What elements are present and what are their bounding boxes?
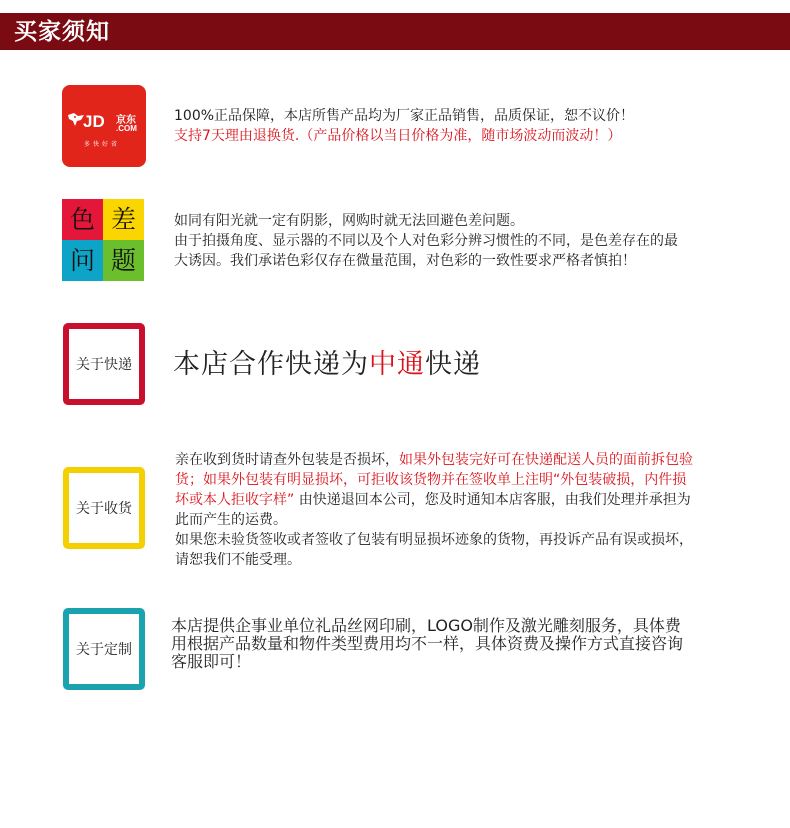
receive-line-1a: 亲在收到货时请查外包装是否损坏， — [175, 452, 399, 468]
color-line-2: 由于拍摄角度、显示器的不同以及个人对色彩分辨习惯性的不同，是色差存在的最 — [174, 233, 678, 249]
receive-line-2: 货；如果外包装有明显损坏，可拒收该货物并在签收单上注明“外包装破损，内件损 — [175, 472, 687, 488]
express-carrier: 中通 — [369, 349, 425, 380]
jd-logo — [62, 85, 146, 167]
color-text — [174, 211, 678, 271]
receive-badge — [63, 467, 145, 549]
express-text-c: 快递 — [425, 349, 481, 380]
receive-line-3b: 由快递退回本公司，您及时通知本店客服，由我们处理并承担为 — [298, 492, 691, 508]
quality-text — [174, 106, 634, 146]
express-text-a: 本店合作快递为 — [173, 349, 369, 380]
custom-label: 关于定制 — [76, 642, 132, 658]
grid-cell-1: 色 — [62, 199, 103, 240]
custom-line-2: 用根据产品数量和物件类型费用均不一样，具体资费及操作方式直接咨询 — [171, 634, 684, 653]
grid-cell-3: 问 — [62, 240, 103, 281]
receive-line-6: 请恕我们不能受理。 — [175, 552, 301, 568]
grid-cell-2: 差 — [103, 199, 144, 240]
quality-line-2: 支持7天理由退换货.（产品价格以当日价格为准，随市场波动而波动！） — [174, 128, 622, 144]
receive-text — [175, 450, 765, 570]
receive-label: 关于收货 — [76, 501, 132, 517]
receive-line-5: 如果您未验货签收或者签收了包装有明显损坏迹象的货物，再投诉产品有误或损坏， — [175, 532, 693, 548]
jd-logo-slogan: 多快好省 — [84, 141, 121, 148]
custom-badge — [63, 608, 145, 690]
jd-logo-text: JD — [83, 112, 105, 131]
jd-logo-com: .COM — [116, 124, 137, 133]
express-badge — [63, 323, 145, 405]
custom-line-3: 客服即可！ — [171, 652, 252, 671]
receive-line-4: 此而产生的运费。 — [175, 512, 287, 528]
express-text — [173, 346, 481, 384]
quality-line-1: 100%正品保障，本店所售产品均为厂家正品销售，品质保证，恕不议价！ — [174, 108, 635, 124]
header-bar — [0, 13, 790, 50]
color-diff-icon — [62, 199, 144, 281]
express-label: 关于快递 — [76, 357, 132, 373]
custom-text — [171, 617, 771, 671]
receive-line-1b: 如果外包装完好可在快递配送人员的面前拆包验 — [399, 452, 693, 468]
color-line-3: 大诱因。我们承诺色彩仅存在微量范围，对色彩的一致性要求严格者慎拍！ — [174, 253, 636, 269]
grid-cell-4: 题 — [103, 240, 144, 281]
page-title: 买家须知 — [14, 18, 110, 45]
receive-line-3a: 坏或本人拒收字样” — [175, 492, 295, 508]
custom-line-1: 本店提供企事业单位礼品丝网印刷，LOGO制作及激光雕刻服务，具体费 — [171, 616, 681, 635]
jd-logo-cn: 京东 — [116, 115, 136, 126]
color-line-1: 如同有阳光就一定有阴影，网购时就无法回避色差问题。 — [174, 213, 524, 229]
